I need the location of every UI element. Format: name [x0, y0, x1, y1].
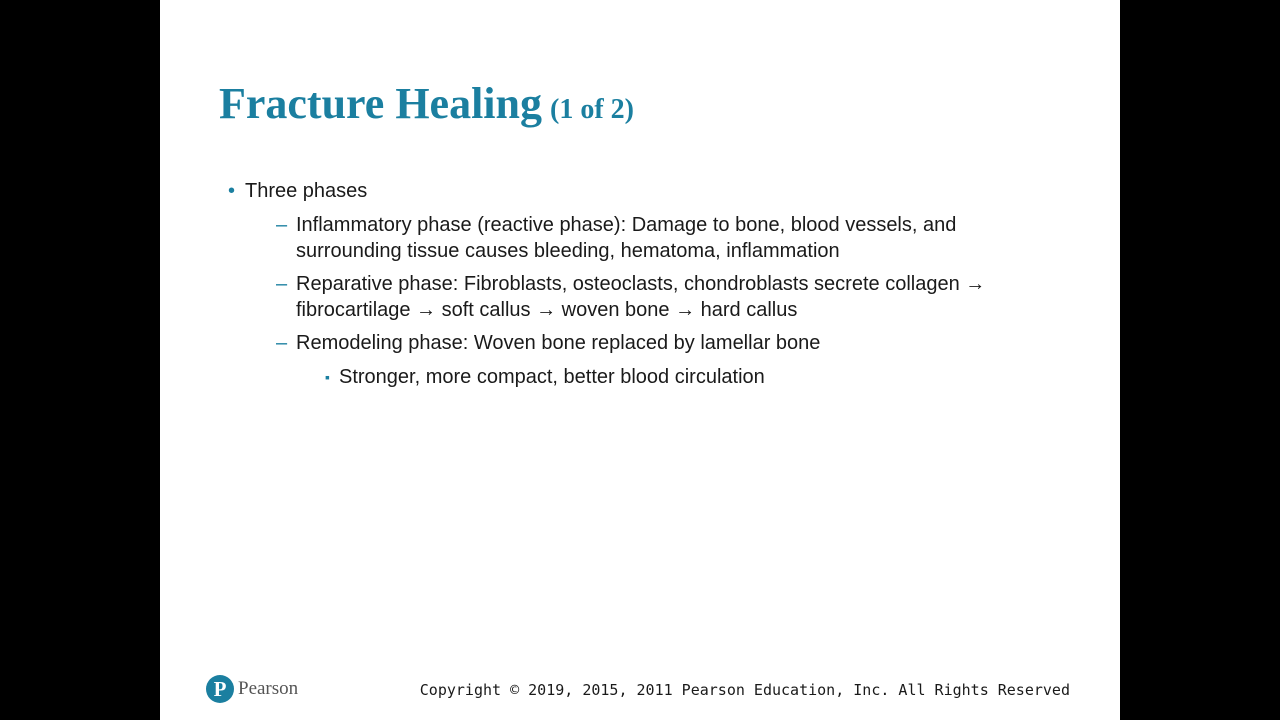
- slide-title-sub: (1 of 2): [550, 94, 634, 125]
- square-bullet-icon: ▪: [325, 369, 330, 385]
- dash-icon: –: [276, 214, 288, 236]
- pearson-logo: [206, 675, 298, 703]
- bullet-dot-icon: •: [228, 180, 236, 202]
- bullet-text: Inflammatory phase (reactive phase): Damage to bone, blood vessels, and surrounding tissue causes bleeding, hematoma, inflammation: [296, 214, 957, 262]
- pearson-logo-icon: P: [206, 675, 234, 703]
- slide: [160, 0, 1120, 720]
- copyright-notice: Copyright © 2019, 2015, 2011 Pearson Education, Inc. All Rights Reserved: [419, 681, 1070, 699]
- slide-title-main: Fracture Healing: [219, 79, 542, 128]
- dash-icon: –: [276, 273, 288, 295]
- bullet-text: Three phases: [245, 180, 368, 202]
- bullet-remodeling-phase: [276, 330, 1056, 356]
- slide-title: [219, 78, 634, 129]
- dash-icon: –: [276, 332, 288, 354]
- pearson-logo-text: Pearson: [238, 678, 299, 699]
- bullet-inflammatory-phase: [276, 212, 1056, 264]
- bullet-three-phases: [228, 178, 1045, 204]
- bullet-reparative-phase: [276, 271, 1056, 323]
- bullet-remodeling-detail: [325, 364, 1039, 390]
- bullet-text: Remodeling phase: Woven bone replaced by lamellar bone: [296, 332, 821, 354]
- bullet-text: Reparative phase: Fibroblasts, osteoclasts, chondroblasts secrete collagen → fibrocartilage → soft callus → woven bone → hard callus: [296, 273, 986, 321]
- bullet-text: Stronger, more compact, better blood circulation: [339, 366, 765, 388]
